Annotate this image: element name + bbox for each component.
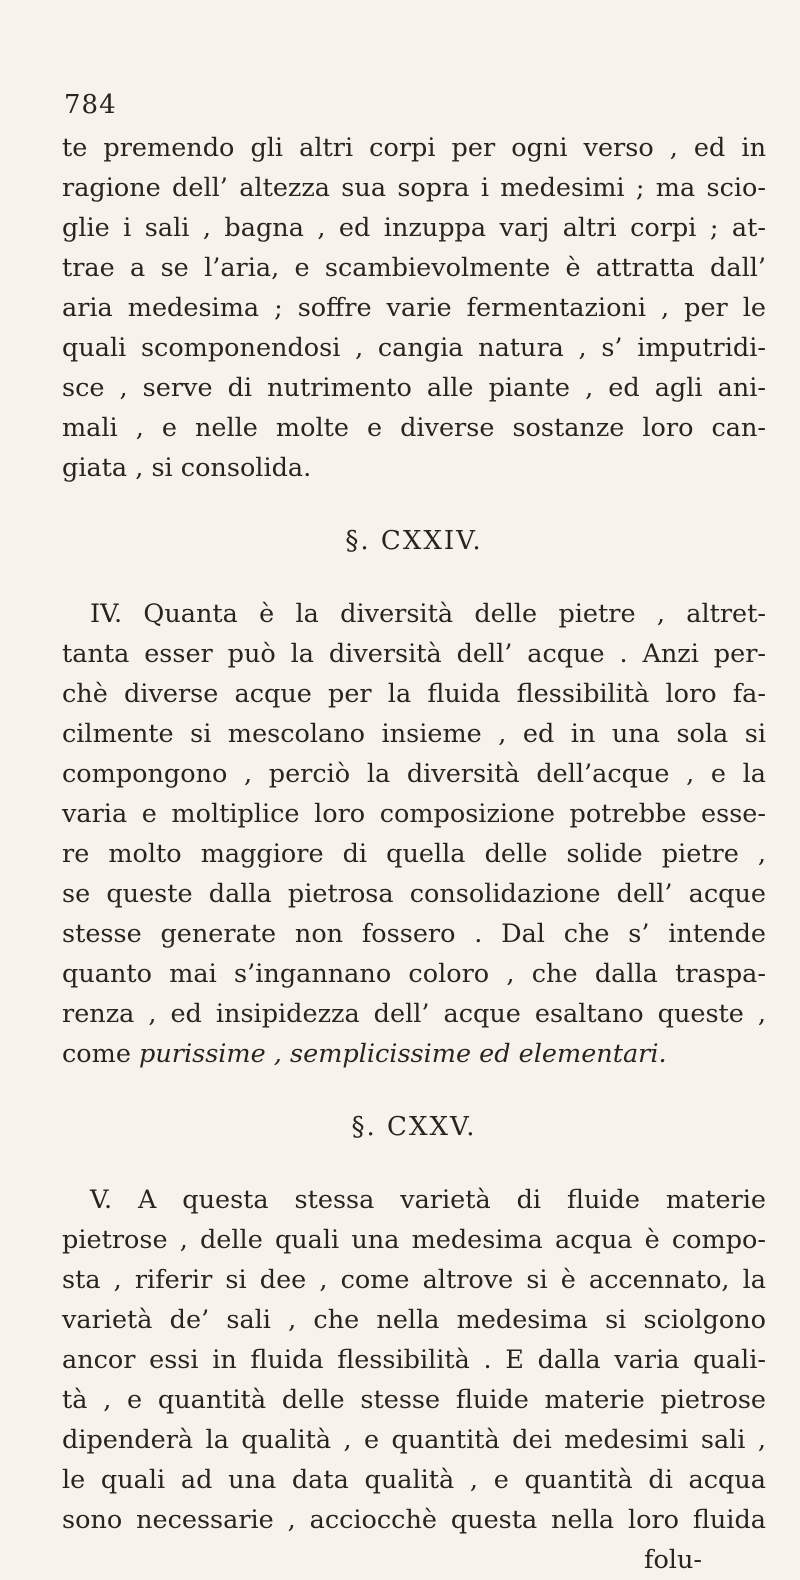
text-line: le quali ad una data qualità , e quantità di acqua (62, 1465, 766, 1495)
text-line: ancor essi in fluida flessibilità . E dalla varia quali- (62, 1345, 766, 1375)
text-fragment: come (62, 1039, 140, 1069)
text-line: cilmente si mescolano insieme , ed in una sola si (62, 719, 766, 749)
intro-paragraph (62, 128, 766, 488)
text-line: chè diverse acque per la fluida flessibilità loro fa- (62, 679, 766, 709)
text-line: glie i sali , bagna , ed inzuppa varj altri corpi ; at- (62, 213, 766, 243)
text-line: IV. Quanta è la diversità delle pietre , altret- (90, 599, 766, 629)
section-title-125: §. CXXV. (351, 1112, 477, 1142)
text-line (62, 1034, 766, 1074)
text-line: quanto mai s’ingannano coloro , che dalla traspa- (62, 959, 766, 989)
text-line: sono necessarie , acciocchè questa nella loro fluida (62, 1505, 766, 1535)
text-line: compongono , perciò la diversità dell’acque , e la (62, 759, 766, 789)
text-line: sce , serve di nutrimento alle piante , ed agli ani- (62, 373, 766, 403)
text-line: sta , riferir si dee , come altrove si è accennato, la (62, 1265, 766, 1295)
text-line: pietrose , delle quali una medesima acqua è compo- (62, 1225, 766, 1255)
text-line: renza , ed insipidezza dell’ acque esaltano queste , (62, 999, 766, 1029)
text-line: trae a se l’aria, e scambievolmente è attratta dall’ (62, 253, 766, 283)
text-line: quali scomponendosi , cangia natura , s’ imputridi- (62, 333, 766, 363)
text-line: re molto maggiore di quella delle solide pietre , (62, 839, 766, 869)
italic-text-fragment: purissime , semplicissime ed elementari. (139, 1039, 667, 1069)
text-line: te premendo gli altri corpi per ogni verso , ed in (62, 133, 766, 163)
text-line: giata , si consolida. (62, 453, 312, 483)
text-line: varia e moltiplice loro composizione potrebbe esse- (62, 799, 766, 829)
text-line: V. A questa stessa varietà di fluide materie (90, 1185, 766, 1215)
text-line: tà , e quantità delle stesse fluide materie pietrose (62, 1385, 766, 1415)
page-number: 784 (64, 90, 117, 120)
text-line: stesse generate non fossero . Dal che s’ intende (62, 919, 766, 949)
text-line: dipenderà la qualità , e quantità dei medesimi sali , (62, 1425, 766, 1455)
text-line: aria medesima ; soffre varie fermentazioni , per le (62, 293, 766, 323)
text-line: ragione dell’ altezza sua sopra i medesimi ; ma scio- (62, 173, 766, 203)
text-line: mali , e nelle molte e diverse sostanze loro can- (62, 413, 766, 443)
catchword: folu- (644, 1545, 702, 1575)
text-line: varietà de’ sali , che nella medesima si sciolgono (62, 1305, 766, 1335)
text-line: tanta esser può la diversità dell’ acque . Anzi per- (62, 639, 766, 669)
text-line: se queste dalla pietrosa consolidazione dell’ acque (62, 879, 766, 909)
section-124-paragraph (62, 594, 766, 1074)
section-125-paragraph (62, 1180, 766, 1540)
section-title-124: §. CXXIV. (345, 526, 483, 556)
